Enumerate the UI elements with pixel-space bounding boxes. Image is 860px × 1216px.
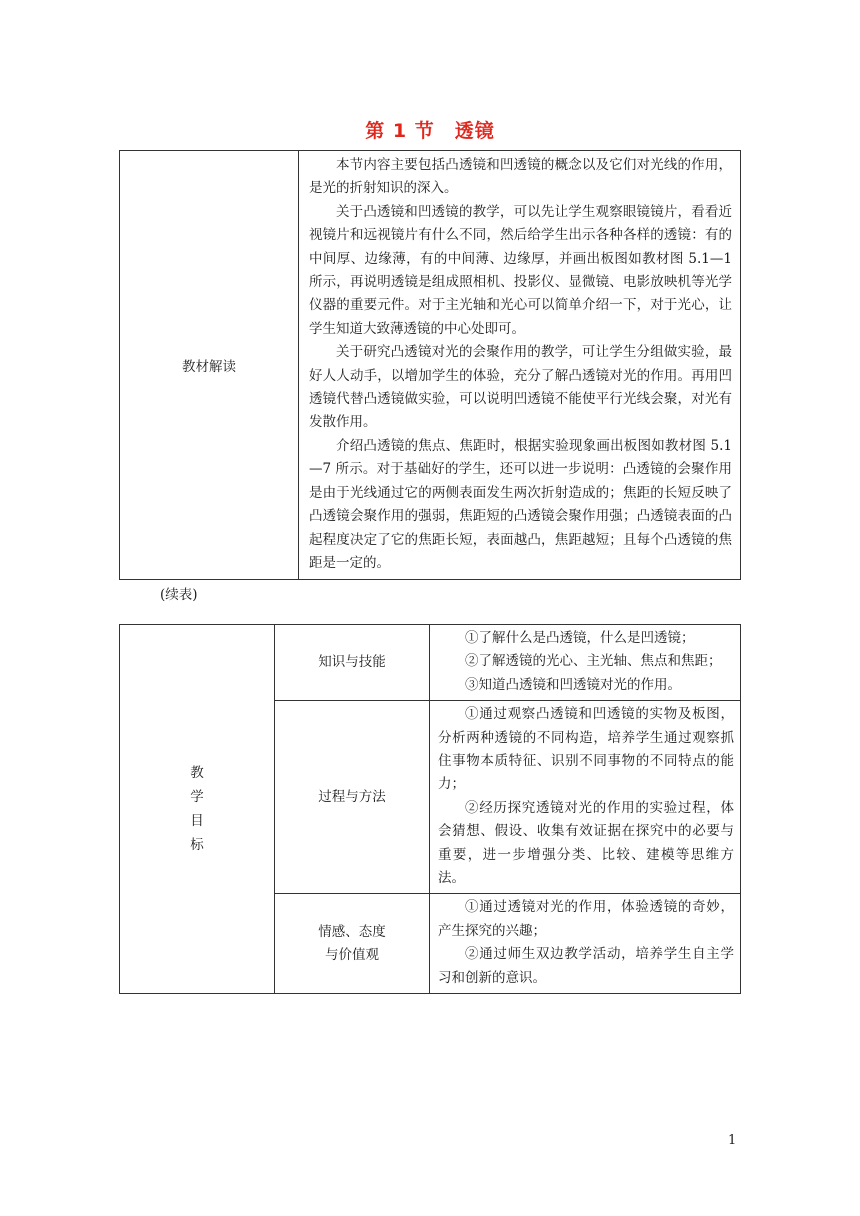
textbook-interpretation-table [119, 150, 741, 580]
label-char: 教 [190, 765, 204, 782]
page-number: 1 [728, 1133, 737, 1148]
continued-label: (续表) [160, 587, 198, 603]
label-char: 目 [190, 813, 204, 830]
goal-item: ③知道凸透镜和凹透镜对光的作用。 [465, 676, 681, 693]
page-title: 第 1 节 透镜 [365, 120, 495, 142]
detail-knowledge [430, 625, 741, 701]
detail-emotion [430, 894, 741, 994]
goal-item: ②经历探究透镜对光的作用的实验过程，体会猜想、假设、收集有效证据在探究中的必要与重要，进一步增强分类、比较、建模等思维方法。 [438, 799, 734, 887]
label-char: 标 [190, 837, 204, 854]
goal-item: ②通过师生双边教学活动，培养学生自主学习和创新的意识。 [438, 946, 734, 986]
category-line: 与价值观 [325, 946, 379, 963]
category-emotion [275, 894, 430, 994]
category-knowledge: 知识与技能 [275, 625, 430, 701]
goal-item: ①了解什么是凸透镜，什么是凹透镜； [465, 630, 695, 646]
table1-content [299, 151, 741, 580]
paragraph: 介绍凸透镜的焦点、焦距时，根据实验现象画出板图如教材图 5.1—7 所示。对于基础好的学生，还可以进一步说明：凸透镜的会聚作用是由于光线通过它的两侧表面发生两次折射造成的；焦距的长短反映了凸透镜会聚作用的强弱，焦距短的凸透镜会聚作用强；凸透镜表面的凸起程度决定了它的焦距长短，表面越凸，焦距越短；且每个凸透镜的焦距是一定的。 [309, 437, 732, 571]
goal-item: ①通过透镜对光的作用，体验透镜的奇妙，产生探究的兴趣； [438, 899, 734, 939]
table2-label [120, 625, 275, 994]
paragraph: 关于研究凸透镜对光的会聚作用的教学，可让学生分组做实验，最好人人动手，以增加学生的体验，充分了解凸透镜对光的作用。再用凹透镜代替凸透镜做实验，可以说明凹透镜不能使平行光线会聚，对光有发散作用。 [309, 344, 732, 431]
detail-process [430, 701, 741, 894]
teaching-goals-table [119, 624, 741, 994]
goal-item: ②了解透镜的光心、主光轴、焦点和焦距； [465, 653, 722, 670]
paragraph: 关于凸透镜和凹透镜的教学，可以先让学生观察眼镜镜片，看看近视镜片和远视镜片有什么不同，然后给学生出示各种各样的透镜：有的中间厚、边缘薄，有的中间薄、边缘厚，并画出板图如教材图 5.1—1 所示，再说明透镜是组成照相机、投影仪、显微镜、电影放映机等光学仪器的重要元件。对于主光轴和光心可以简单介绍一下，对于光心，让学生知道大致薄透镜的中心处即可。 [309, 203, 732, 337]
paragraph: 本节内容主要包括凸透镜和凹透镜的概念以及它们对光线的作用，是光的折射知识的深入。 [309, 157, 732, 197]
category-line: 情感、态度 [318, 923, 386, 940]
label-char: 学 [190, 789, 204, 806]
goal-item: ①通过观察凸透镜和凹透镜的实物及板图，分析两种透镜的不同构造，培养学生通过观察抓住事物本质特征、识别不同事物的不同特点的能力； [438, 706, 734, 793]
table1-label: 教材解读 [120, 151, 299, 580]
category-process: 过程与方法 [275, 701, 430, 894]
